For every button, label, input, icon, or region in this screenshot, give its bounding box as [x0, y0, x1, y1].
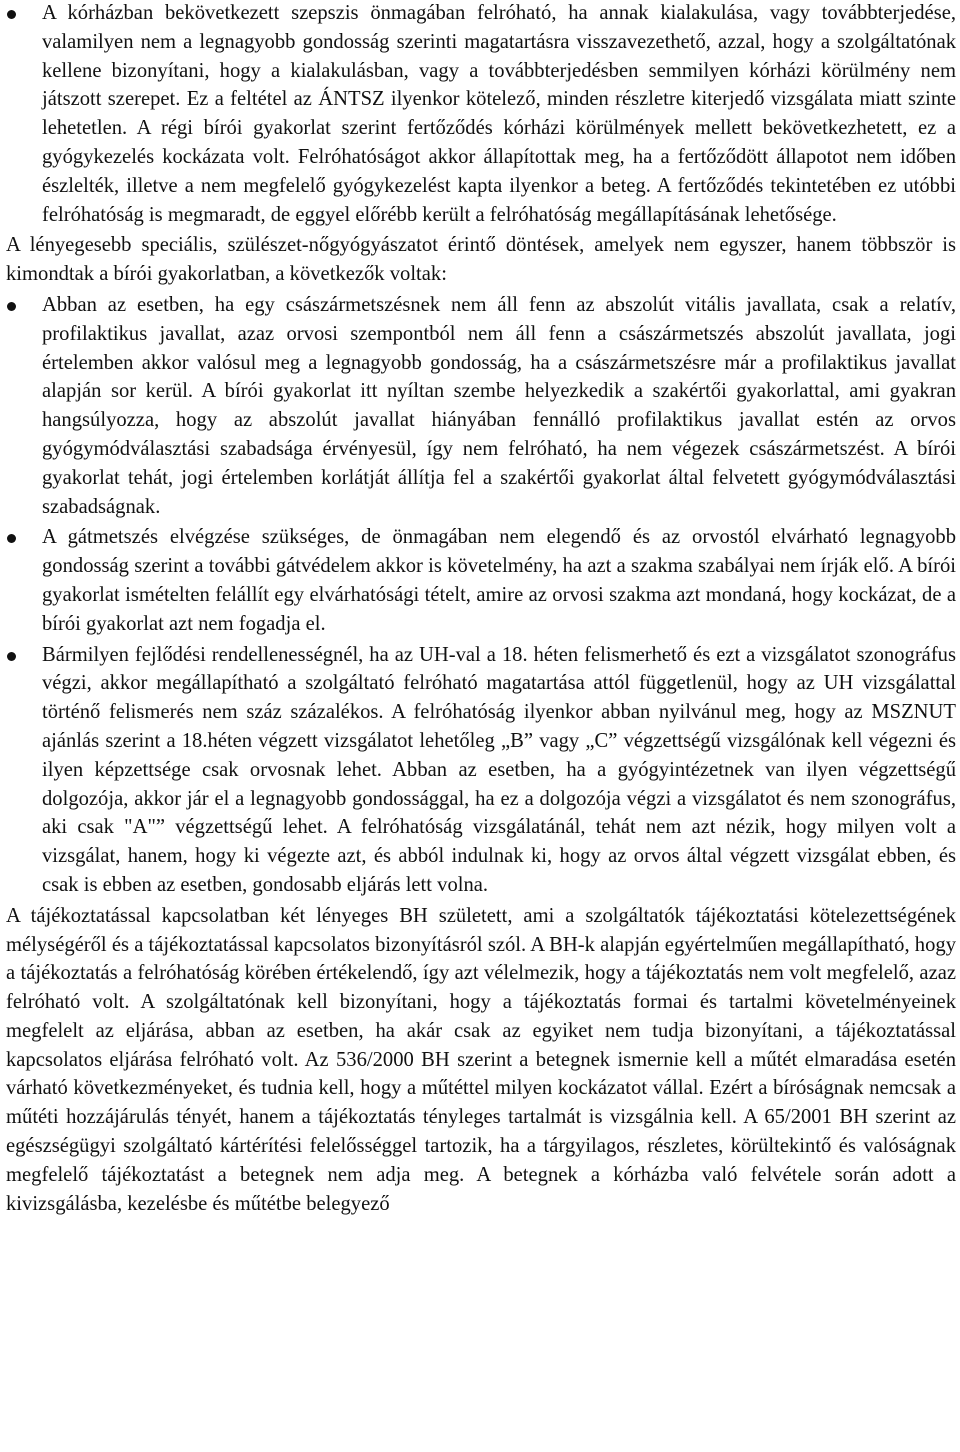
- bullet-icon: [7, 10, 16, 19]
- paragraph-text: A tájékoztatással kapcsolatban két lényeges BH született, ami a szolgáltatók tájékoztatási kötelezettségének mélységéről és a tájékoztatással kapcsolatos bizonyításról szól. A BH-k alapján egyértelműen megállapítható, hogy a tájékoztatás a felróhatóság körében értékelendő, így azt vélelmezik, hogy a tájékoztatás nem volt megfelelő, azaz felróható volt. A szolgáltatónak kell bizonyítani, hogy a tájékoztatás formai és tartalmi követelményeinek megfelelt az eljárása, abban az esetben, ha akár csak az egyiket nem tudja bizonyítani, a tájékoztatással kapcsolatos eljárása felróható volt. Az 536/2000 BH szerint a betegnek ismernie kell a műtét elmaradása esetén várható következményeket, és tudnia kell, hogy a műtéttel milyen kockázatot vállal. Ezért a bíróságnak nemcsak a műtéti hozzájárulás tényét, hanem a tájékoztatás tényleges tartalmát is vizsgálnia kell. A 65/2001 BH szerint az egészségügyi szolgáltató kártérítési felelősséggel tartozik, ha a tárgyilagos, részletes, körültekintő és valóságnak megfelelő tájékoztatást a betegnek nem adja meg. A betegnek a kórházba való felvétele során adott a kivizsgálásba, kezelésbe és műtétbe belegyező: [6, 904, 956, 1215]
- bullet-icon: [7, 534, 16, 543]
- bullet-icon: [7, 652, 16, 661]
- paragraph: [6, 902, 956, 1219]
- list-item-text: Bármilyen fejlődési rendellenességnél, ha az UH-val a 18. héten felismerhető és ezt a vizsgálatot szonográfus végzi, akkor megállapítható a szolgáltató felróható magatartása attól függetlenül, hogy az UH vizsgálattal történő felismerés nem száz százalékos. A felróhatóság ilyenkor abban nyilvánul meg, hogy az MSZNUT ajánlás szerint a 18.héten végzett vizsgálatot lehetőleg „B” vagy „C” végzettségű vizsgálónak kell végezni és ilyen képzettsége csak orvosnak lehet. Abban az esetben, ha a gyógyintézetnek van ilyen végzettségű dolgozója, akkor jár el a legnagyobb gondossággal, ha ez a dolgozója végzi a vizsgálatot és nem szonográfus, aki csak "A"” végzettségű lehet. A felróhatóság vizsgálatánál, tehát nem azt nézik, hogy milyen volt a vizsgálat, hanem, hogy ki végezte azt, és abból indulnak ki, hogy az orvos által végzett vizsgálat ebben, és csak is ebben az esetben, gondosabb eljárás lett volna.: [42, 643, 956, 896]
- list-item-text: A gátmetszés elvégzése szükséges, de önmagában nem elegendő és az orvostól elvárható legnagyobb gondosság szerint a további gátvédelem akkor is követelmény, ha azt a szakma szabályai nem írják elő. A bírói gyakorlat ismételten felállít egy elvárhatósági tételt, amire az orvosi szakma azt mondaná, hogy kockázat, de a bírói gyakorlat azt nem fogadja el.: [42, 526, 956, 635]
- paragraph-text: A lényegesebb speciális, szülészet-nőgyógyászatot érintő döntések, amelyek nem egyszer, hanem többször is kimondtak a bírói gyakorlatban, a következők voltak:: [6, 234, 956, 286]
- list-item-text: A kórházban bekövetkezett szepszis önmagában felróható, ha annak kialakulása, vagy továbbterjedése, valamilyen nem a legnagyobb gondosság szerinti magatartásra visszavezethető, azzal, hogy a szolgáltatónak kellene bizonyítani, hogy a kialakulásban, vagy a továbbterjedésben semmilyen kórházi körülmény nem játszott szerepet. Ez a feltétel az ÁNTSZ ilyenkor kötelező, minden részletre kiterjedő vizsgálata miatt szinte lehetetlen. A régi bírói gyakorlat szerint fertőződés kórházi körülmények mellett bekövetkezhetett, ez a gyógykezelés kockázata volt. Felróhatóságot akkor állapítottak meg, ha a fertőződött állapotot nem időben észlelték, illetve a nem megfelelő gyógykezelést kapta ilyenkor a beteg. A fertőződés tekintetében ez utóbbi felróhatóság is megmaradt, de eggyel előrébb került a felróhatóság megállapításának lehetősége.: [42, 2, 956, 226]
- list-item: [6, 0, 956, 229]
- paragraph: [6, 231, 956, 289]
- list-item-text: Abban az esetben, ha egy császármetszésnek nem áll fenn az abszolút vitális javallata, csak a relatív, profilaktikus javallat, azaz orvosi szempontból nem áll fenn a császármetszés abszolút javallata, jogi értelemben akkor valósul meg a legnagyobb gondosság, ha a császármetszésre már a profilaktikus javallat alapján sor kerül. A bírói gyakorlat itt nyíltan szembe helyezkedik a szakértői gyakorlattal, ami gyakran hangsúlyozza, hogy az abszolút javallat hiányában fennálló profilaktikus javallat estén az orvos gyógymódválasztási szabadsága érvényesül, így nem felróható, ha nem végezek császármetszést. A bírói gyakorlat tehát, jogi értelemben korlátját állítja fel a szakértői gyakorlat által felvetett gyógymódválasztási szabadságnak.: [42, 293, 956, 518]
- bullet-icon: [7, 302, 16, 311]
- list-item: [6, 641, 956, 900]
- list-item: [6, 291, 956, 521]
- list-item: [6, 523, 956, 638]
